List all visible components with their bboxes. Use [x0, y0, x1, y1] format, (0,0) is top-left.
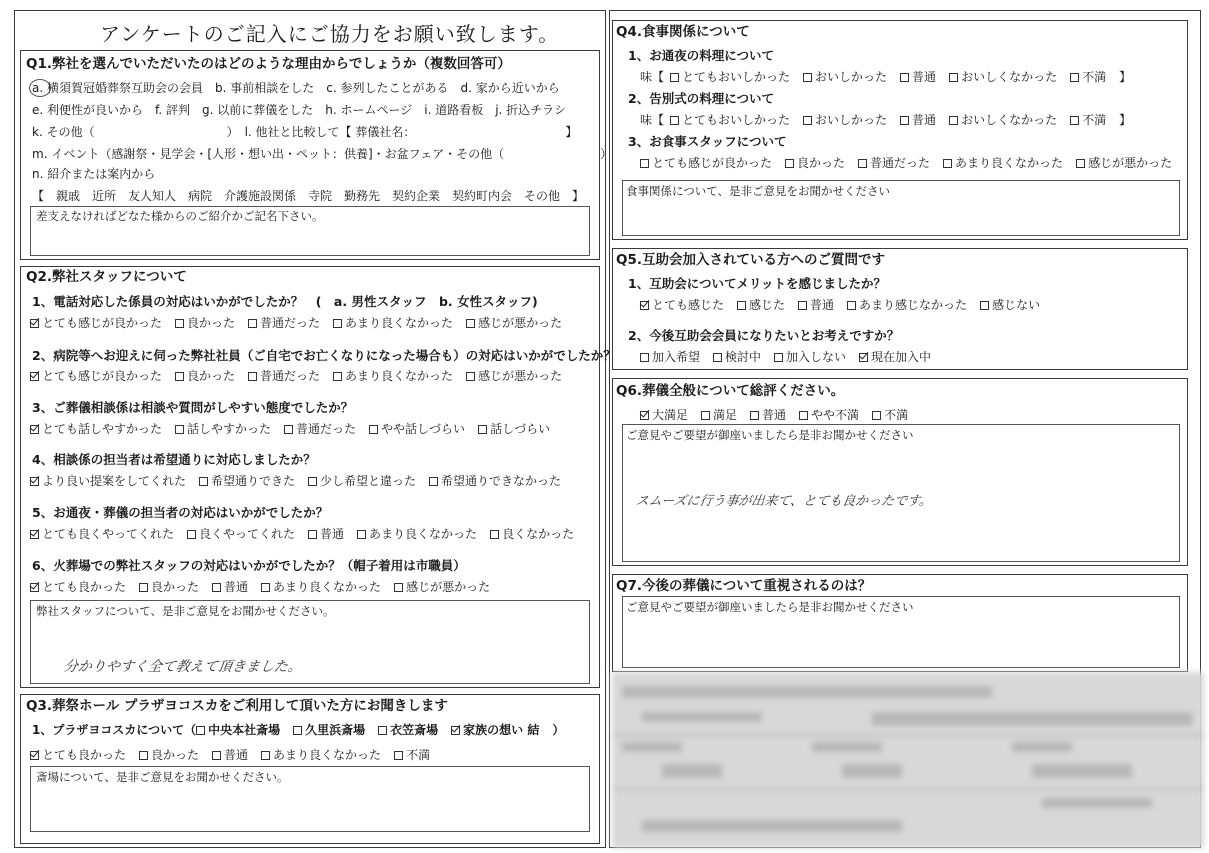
option-item[interactable]: [212, 579, 248, 595]
checkbox[interactable]: [175, 372, 184, 381]
option-label: 普通: [912, 113, 937, 127]
option-label: とても感じが良かった: [652, 156, 773, 170]
option-label: おいしかった: [815, 113, 888, 127]
option-item[interactable]: [212, 747, 248, 763]
checkbox[interactable]: [872, 411, 881, 420]
option-item[interactable]: [785, 155, 845, 171]
checkbox[interactable]: [196, 726, 205, 735]
option-item[interactable]: [640, 349, 700, 365]
option-label: 普通だった: [260, 316, 321, 330]
checked-checkbox[interactable]: [640, 301, 649, 310]
option-label: 良くなかった: [502, 527, 575, 541]
redacted-section: [612, 672, 1204, 848]
checkbox[interactable]: [701, 411, 710, 420]
option-label: とても良くやってくれた: [42, 527, 175, 541]
option-label: やや話しづらい: [381, 422, 466, 436]
option-label: 普通: [810, 298, 835, 312]
option-item[interactable]: [308, 526, 344, 542]
option-label: 普通だった: [870, 156, 931, 170]
option-item[interactable]: [670, 112, 790, 128]
option-label: 普通: [912, 70, 937, 84]
checked-checkbox[interactable]: [30, 372, 39, 381]
option-item[interactable]: [1070, 112, 1106, 128]
option-item[interactable]: [196, 722, 280, 738]
option-item[interactable]: [30, 315, 162, 331]
option-item[interactable]: [139, 579, 199, 595]
q1-line-4: m. イベント（感謝祭・見学会・[人形・想い出・ペット：供養]・お盆フェア・その他（ ）: [32, 147, 613, 161]
checkbox[interactable]: [394, 751, 403, 760]
q3-hall-options: [196, 722, 552, 738]
option-label: おいしかった: [815, 70, 888, 84]
checkbox[interactable]: [466, 372, 475, 381]
q3-comment-label: 斎場について、是非ご意見をお聞かせください。: [36, 770, 289, 784]
taste-prefix: 味【: [640, 113, 665, 127]
option-item[interactable]: [1070, 69, 1106, 85]
checkbox[interactable]: [478, 425, 487, 434]
option-item[interactable]: [701, 407, 737, 423]
q3-question-suffix: ）: [552, 723, 565, 737]
checkbox[interactable]: [640, 159, 649, 168]
option-label: あまり良くなかった: [955, 156, 1064, 170]
q2-item-6-question: 6、火葬場での弊社スタッフの対応はいかがでしたか？（帽子着用は市職員）: [32, 558, 466, 573]
option-item[interactable]: [293, 722, 365, 738]
option-item[interactable]: [943, 155, 1063, 171]
option-item[interactable]: [900, 112, 936, 128]
option-label: 感じが悪かった: [478, 369, 563, 383]
option-label: とても感じが良かった: [42, 316, 163, 330]
option-item[interactable]: [798, 297, 834, 313]
option-label: 感じない: [992, 298, 1041, 312]
checkbox[interactable]: [139, 583, 148, 592]
checked-checkbox[interactable]: [30, 319, 39, 328]
q1-line-2: e. 利便性が良いから f. 評判 g. 以前に葬儀をした h. ホームページ i. 道路看板 j. 折込チラシ: [32, 103, 567, 117]
option-label: 感じた: [749, 298, 786, 312]
option-item[interactable]: [394, 747, 430, 763]
option-item[interactable]: [466, 315, 562, 331]
option-label: 普通: [762, 408, 787, 422]
option-label: 普通: [320, 527, 345, 541]
q4-sub-1: 1、お通夜の料理について: [628, 48, 774, 63]
option-item[interactable]: [357, 526, 477, 542]
q5-options-2: [640, 349, 944, 365]
checkbox[interactable]: [1070, 116, 1079, 125]
redacted-bar: [612, 734, 1204, 736]
option-item[interactable]: [858, 155, 930, 171]
option-item[interactable]: [750, 407, 786, 423]
option-item[interactable]: [394, 579, 490, 595]
option-item[interactable]: [859, 349, 931, 365]
option-label: 良かった: [187, 316, 236, 330]
option-label: 良かった: [151, 748, 200, 762]
option-label: 普通だった: [296, 422, 357, 436]
taste-suffix: 】: [1119, 113, 1132, 127]
checkbox[interactable]: [212, 751, 221, 760]
redacted-bar: [1012, 742, 1072, 752]
q4-sub-2: 2、告別式の料理について: [628, 91, 774, 106]
q2-item-1-question: 1、電話対応した係員の対応はいかがでしたか？ ( a. 男性スタッフ b. 女性スタッフ): [32, 294, 538, 309]
redacted-bar: [1042, 798, 1152, 808]
option-item[interactable]: [803, 69, 887, 85]
q5-heading: Q5.互助会加入されている方へのご質問です: [616, 252, 885, 268]
checkbox[interactable]: [949, 116, 958, 125]
option-label: 久里浜斎場: [305, 723, 366, 737]
checkbox[interactable]: [737, 301, 746, 310]
option-item[interactable]: [175, 421, 271, 437]
q1-heading: Q1.弊社を選んでいただいたのはどのような理由からでしょうか（複数回答可）: [26, 56, 511, 72]
checkbox[interactable]: [1076, 159, 1085, 168]
checked-checkbox[interactable]: [30, 583, 39, 592]
redacted-bar: [642, 820, 902, 832]
q4-taste-2-options: [670, 112, 1119, 128]
checked-checkbox[interactable]: [451, 726, 460, 735]
option-item[interactable]: [466, 368, 562, 384]
checked-checkbox[interactable]: [30, 425, 39, 434]
checkbox[interactable]: [803, 73, 812, 82]
option-label: おいしくなかった: [961, 113, 1058, 127]
q1-line-5: n. 紹介または案内から: [32, 167, 156, 181]
option-label: とてもおいしかった: [682, 113, 791, 127]
option-label: 少し希望と違った: [320, 474, 417, 488]
option-label: より良い提案をしてくれた: [42, 474, 187, 488]
checkbox[interactable]: [429, 477, 438, 486]
option-item[interactable]: [284, 421, 356, 437]
option-item[interactable]: [737, 297, 785, 313]
checkbox[interactable]: [369, 425, 378, 434]
option-item[interactable]: [30, 473, 186, 489]
option-label: 現在加入中: [871, 350, 932, 364]
checkbox[interactable]: [640, 353, 649, 362]
q1-a-circle: [29, 79, 51, 97]
option-label: 良かった: [187, 369, 236, 383]
checkbox[interactable]: [803, 116, 812, 125]
option-item[interactable]: [774, 349, 846, 365]
redacted-bar: [842, 764, 902, 778]
q2-item-1-options: [30, 315, 575, 331]
option-label: 不満: [406, 748, 431, 762]
checkbox[interactable]: [308, 530, 317, 539]
checkbox[interactable]: [1070, 73, 1079, 82]
option-label: 検討中: [725, 350, 762, 364]
redacted-bar: [1032, 764, 1132, 778]
option-label: 満足: [713, 408, 738, 422]
checkbox[interactable]: [900, 73, 909, 82]
checkbox[interactable]: [284, 425, 293, 434]
checkbox[interactable]: [333, 372, 342, 381]
q3-hall-row: [32, 722, 564, 738]
redacted-bar: [622, 686, 992, 698]
checkbox[interactable]: [139, 751, 148, 760]
option-item[interactable]: [261, 747, 381, 763]
option-label: 大満足: [652, 408, 689, 422]
q6-options: [640, 407, 921, 423]
option-label: 不満: [884, 408, 909, 422]
q6-comment-label: ご意見やご要望が御座いましたら是非お聞かせください: [626, 428, 914, 442]
option-label: 良かった: [797, 156, 846, 170]
checkbox[interactable]: [308, 477, 317, 486]
option-label: 不満: [1082, 70, 1107, 84]
q2-item-6-options: [30, 579, 503, 595]
q4-sub-3: 3、お食事スタッフについて: [628, 134, 787, 149]
option-item[interactable]: [30, 579, 126, 595]
checked-checkbox[interactable]: [30, 751, 39, 760]
option-label: やや不満: [811, 408, 860, 422]
option-item[interactable]: [847, 297, 967, 313]
redacted-bar: [612, 788, 1204, 790]
redacted-bar: [622, 742, 682, 752]
option-item[interactable]: [949, 69, 1057, 85]
q2-heading: Q2.弊社スタッフについて: [26, 269, 187, 285]
option-label: あまり良くなかった: [369, 527, 478, 541]
checkbox[interactable]: [466, 319, 475, 328]
checkbox[interactable]: [943, 159, 952, 168]
option-label: とても感じた: [652, 298, 725, 312]
q4-taste-2: [640, 112, 1131, 128]
option-label: 希望通りできなかった: [441, 474, 562, 488]
q3-question-prefix: 1、プラザヨコスカについて（: [32, 723, 197, 737]
checkbox[interactable]: [949, 73, 958, 82]
option-label: あまり感じなかった: [859, 298, 968, 312]
option-label: あまり良くなかった: [345, 369, 454, 383]
q1-line-3: k. その他（ ） l. 他社と比較して【 葬儀社名： 】: [32, 125, 578, 139]
redacted-bar: [812, 742, 882, 752]
q2-item-2-options: [30, 368, 575, 384]
q4-taste-1-options: [670, 69, 1119, 85]
checked-checkbox[interactable]: [640, 411, 649, 420]
q1-line-6: 【 親戚 近所 友人知人 病院 介護施設関係 寺院 勤務先 契約企業 契約町内会 その他 】: [32, 189, 585, 203]
q4-heading: Q4.食事関係について: [616, 24, 750, 40]
option-item[interactable]: [187, 526, 295, 542]
checkbox[interactable]: [212, 583, 221, 592]
checkbox[interactable]: [900, 116, 909, 125]
q2-item-2-question: 2、病院等へお迎えに伺った弊社社員（ご自宅でお亡くなりになった場合も）の対応はいかがでしたか？: [32, 348, 616, 363]
checkbox[interactable]: [248, 372, 257, 381]
q7-heading: Q7.今後の葬儀について重視されるのは？: [616, 578, 872, 594]
taste-prefix: 味【: [640, 70, 665, 84]
checkbox[interactable]: [798, 301, 807, 310]
option-label: あまり良くなかった: [345, 316, 454, 330]
option-item[interactable]: [308, 473, 416, 489]
checkbox[interactable]: [858, 159, 867, 168]
option-item[interactable]: [451, 722, 539, 738]
checkbox[interactable]: [187, 530, 196, 539]
q3-heading: Q3.葬祭ホール プラザヨコスカをご利用して頂いた方にお聞きします: [26, 698, 448, 714]
option-label: 普通だった: [260, 369, 321, 383]
option-label: あまり良くなかった: [273, 748, 382, 762]
q2-item-5-options: [30, 526, 587, 542]
option-label: とても感じが良かった: [42, 369, 163, 383]
q1-line-1: a. 横須賀冠婚葬祭互助会の会員 b. 事前相談をした c. 参列したことがある d. 家から近いから: [32, 81, 560, 95]
option-label: とても良かった: [42, 748, 127, 762]
option-label: とてもおいしかった: [682, 70, 791, 84]
q2-comment-label: 弊社スタッフについて、是非ご意見をお聞かせください。: [36, 604, 335, 618]
option-item[interactable]: [803, 112, 887, 128]
option-item[interactable]: [248, 315, 320, 331]
checked-checkbox[interactable]: [30, 530, 39, 539]
checkbox[interactable]: [293, 726, 302, 735]
option-item[interactable]: [30, 747, 126, 763]
checkbox[interactable]: [713, 353, 722, 362]
option-item[interactable]: [799, 407, 859, 423]
option-label: 加入希望: [652, 350, 701, 364]
q4-staff-options: [640, 155, 1185, 171]
option-label: 不満: [1082, 113, 1107, 127]
checkbox[interactable]: [378, 726, 387, 735]
option-label: 感じが悪かった: [478, 316, 563, 330]
q2-item-4-question: 4、相談係の担当者は希望通りに対応しましたか？: [32, 452, 316, 467]
option-label: 良くやってくれた: [199, 527, 296, 541]
checkbox[interactable]: [175, 425, 184, 434]
option-item[interactable]: [640, 407, 688, 423]
q2-handwritten-comment: 分かりやすく全て教えて頂きました。: [62, 659, 303, 675]
option-label: 加入しない: [786, 350, 847, 364]
option-label: 感じが悪かった: [406, 580, 491, 594]
q2-item-3-question: 3、ご葬儀相談係は相談や質問がしやすい態度でしたか？: [32, 400, 354, 415]
option-item[interactable]: [333, 315, 453, 331]
option-item[interactable]: [175, 315, 235, 331]
q1-comment-label: 差支えなければどなた様からのご紹介かご記名下さい。: [36, 209, 324, 223]
q5-sub-2: 2、今後互助会会員になりたいとお考えですか？: [628, 328, 900, 343]
option-item[interactable]: [199, 473, 295, 489]
q4-comment-label: 食事関係について、是非ご意見をお聞かせください: [626, 184, 891, 198]
option-label: 良かった: [151, 580, 200, 594]
option-item[interactable]: [478, 421, 550, 437]
option-item[interactable]: [980, 297, 1040, 313]
option-item[interactable]: [333, 368, 453, 384]
checkbox[interactable]: [261, 583, 270, 592]
checkbox[interactable]: [670, 73, 679, 82]
option-label: 話しづらい: [490, 422, 551, 436]
checkbox[interactable]: [175, 319, 184, 328]
option-item[interactable]: [640, 297, 724, 313]
option-label: あまり良くなかった: [273, 580, 382, 594]
checkbox[interactable]: [980, 301, 989, 310]
option-item[interactable]: [30, 368, 162, 384]
checkbox[interactable]: [490, 530, 499, 539]
option-item[interactable]: [175, 368, 235, 384]
checkbox[interactable]: [199, 477, 208, 486]
option-item[interactable]: [872, 407, 908, 423]
option-item[interactable]: [429, 473, 561, 489]
redacted-bar: [872, 712, 1192, 726]
q6-handwritten-comment: スムーズに行う事が出来て、とても良かったです。: [634, 494, 934, 509]
option-item[interactable]: [900, 69, 936, 85]
option-label: おいしくなかった: [961, 70, 1058, 84]
checkbox[interactable]: [394, 583, 403, 592]
option-item[interactable]: [248, 368, 320, 384]
option-label: 家族の想い 結: [463, 723, 540, 737]
checkbox[interactable]: [248, 319, 257, 328]
checkbox[interactable]: [785, 159, 794, 168]
option-item[interactable]: [369, 421, 465, 437]
option-label: とても話しやすかった: [42, 422, 163, 436]
checkbox[interactable]: [750, 411, 759, 420]
q2-item-4-options: [30, 473, 574, 489]
option-item[interactable]: [30, 526, 174, 542]
option-label: 中央本社斎場: [208, 723, 281, 737]
option-item[interactable]: [640, 155, 772, 171]
redacted-bar: [642, 712, 762, 722]
q6-heading: Q6.葬儀全般について総評ください。: [616, 383, 845, 399]
q5-sub-1: 1、互助会についてメリットを感じましたか？: [628, 276, 886, 291]
option-item[interactable]: [949, 112, 1057, 128]
option-label: 衣笠斎場: [390, 723, 439, 737]
option-item[interactable]: [139, 747, 199, 763]
checkbox[interactable]: [333, 319, 342, 328]
option-item[interactable]: [490, 526, 574, 542]
option-label: とても良かった: [42, 580, 127, 594]
option-label: 希望通りできた: [211, 474, 296, 488]
q4-taste-1: [640, 69, 1131, 85]
page-title: アンケートのご記入にご協力をお願い致します。: [100, 22, 560, 46]
option-label: 普通: [224, 580, 249, 594]
q2-item-3-options: [30, 421, 563, 437]
option-item[interactable]: [30, 421, 162, 437]
q3-options: [30, 747, 443, 763]
redacted-bar: [662, 764, 722, 778]
option-item[interactable]: [713, 349, 761, 365]
checkbox[interactable]: [774, 353, 783, 362]
option-label: 普通: [224, 748, 249, 762]
option-item[interactable]: [378, 722, 438, 738]
checkbox[interactable]: [799, 411, 808, 420]
option-item[interactable]: [261, 579, 381, 595]
option-item[interactable]: [670, 69, 790, 85]
checkbox[interactable]: [847, 301, 856, 310]
checked-checkbox[interactable]: [859, 353, 868, 362]
option-label: 話しやすかった: [187, 422, 272, 436]
option-label: 感じが悪かった: [1088, 156, 1173, 170]
checked-checkbox[interactable]: [30, 477, 39, 486]
q5-options-1: [640, 297, 1053, 313]
checkbox[interactable]: [357, 530, 366, 539]
taste-suffix: 】: [1119, 70, 1132, 84]
q2-item-5-question: 5、お通夜・葬儀の担当者の対応はいかがでしたか？: [32, 505, 329, 520]
checkbox[interactable]: [670, 116, 679, 125]
q7-comment-label: ご意見やご要望が御座いましたら是非お聞かせください: [626, 600, 914, 614]
option-item[interactable]: [1076, 155, 1172, 171]
checkbox[interactable]: [261, 751, 270, 760]
